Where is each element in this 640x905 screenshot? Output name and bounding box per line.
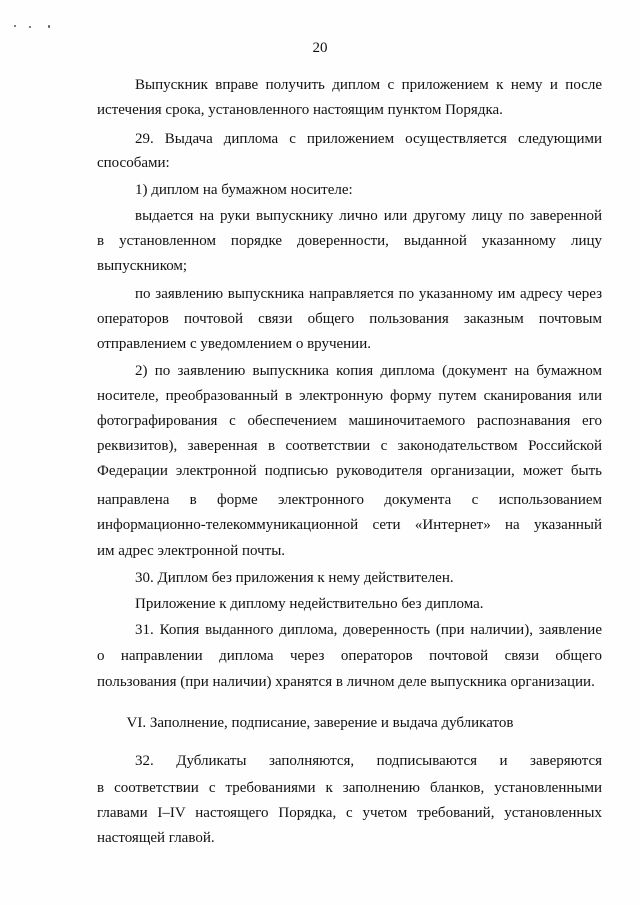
text-line: Федерации электронной подписью руководителя организации, может быть — [97, 463, 602, 479]
text-line: 2) по заявлению выпускника копия диплома (документ на бумажном — [135, 363, 602, 379]
scan-speck — [48, 25, 50, 28]
text-line: о направлении диплома через операторов почтовой связи общего — [97, 648, 602, 664]
text-line: 29. Выдача диплома с приложением осуществляется следующими — [135, 131, 602, 147]
text-line: в установленном порядке доверенности, выданной указанному лицу — [97, 233, 602, 249]
scan-speck — [14, 25, 16, 27]
text-line: способами: — [97, 155, 170, 171]
text-line: Выпускник вправе получить диплом с приложением к нему и после — [135, 77, 602, 93]
text-line: реквизитов), заверенная в соответствии с законодательством Российской — [97, 438, 602, 454]
text-line: отправлением с уведомлением о вручении. — [97, 336, 371, 352]
text-line: 1) диплом на бумажном носителе: — [135, 182, 353, 198]
text-line: истечения срока, установленного настоящим пунктом Порядка. — [97, 102, 503, 118]
text-line: выдается на руки выпускнику лично или другому лицу по заверенной — [135, 208, 602, 224]
text-line: пользования (при наличии) хранятся в личном деле выпускника организации. — [97, 674, 595, 690]
text-line: направлена в форме электронного документа с использованием — [97, 492, 602, 508]
text-line: 31. Копия выданного диплома, доверенность (при наличии), заявление — [135, 622, 602, 638]
section-heading: VI. Заполнение, подписание, заверение и выдача дубликатов — [126, 715, 514, 731]
text-line: 32. Дубликаты заполняются, подписываются и заверяются — [135, 753, 602, 769]
text-line: фотографирования с обеспечением машиночитаемого распознавания его — [97, 413, 602, 429]
text-line: 30. Диплом без приложения к нему действителен. — [135, 570, 454, 586]
text-line: Приложение к диплому недействительно без диплома. — [135, 596, 484, 612]
text-line: им адрес электронной почты. — [97, 543, 286, 559]
text-line: главами I–IV настоящего Порядка, с учетом требований, установленных — [97, 805, 602, 821]
text-line: операторов почтовой связи общего пользования заказным почтовым — [97, 311, 602, 327]
scan-speck — [29, 26, 31, 28]
text-line: информационно-телекоммуникационной сети «Интернет» на указанный — [97, 517, 602, 533]
text-line: в соответствии с требованиями к заполнению бланков, установленными — [97, 780, 602, 796]
text-line: выпускником; — [97, 258, 188, 274]
text-line: носителе, преобразованный в электронную форму путем сканирования или — [97, 388, 602, 404]
text-line: настоящей главой. — [97, 830, 215, 846]
page-number: 20 — [312, 40, 328, 56]
text-line: по заявлению выпускника направляется по указанному им адресу через — [135, 286, 602, 302]
